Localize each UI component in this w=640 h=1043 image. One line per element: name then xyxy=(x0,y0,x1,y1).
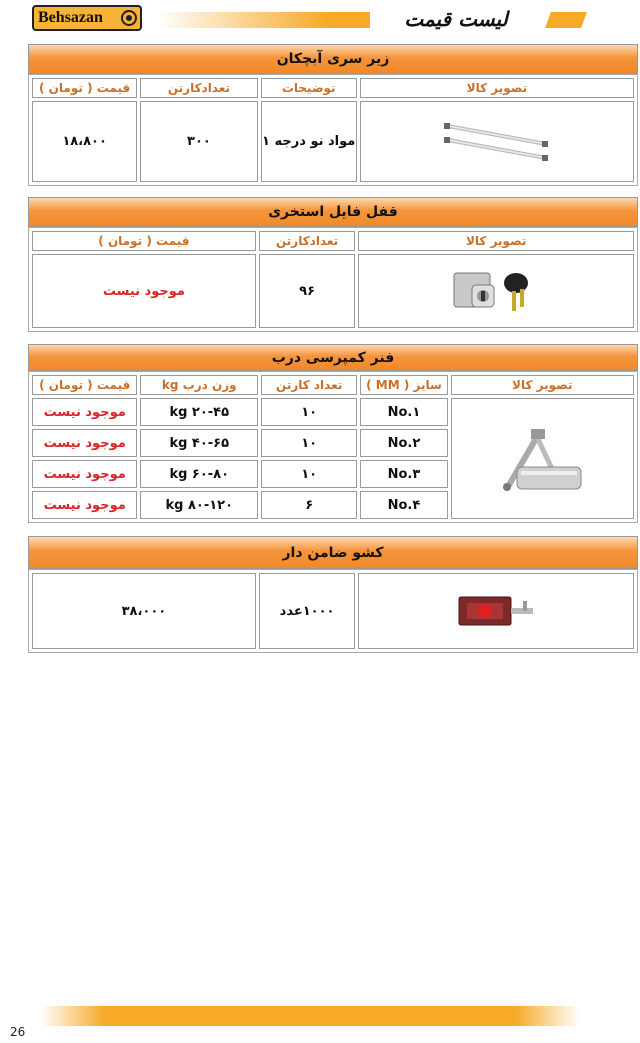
table-row xyxy=(32,101,634,182)
col-header-weight: وزن درب kg xyxy=(140,375,258,395)
product-image-cell xyxy=(451,398,634,519)
carton-count: ۱۰ xyxy=(261,429,357,457)
brand-logo xyxy=(32,5,142,31)
table-row xyxy=(32,398,634,426)
product-image-cell xyxy=(360,101,634,182)
logo-text: Behsazan xyxy=(38,9,103,26)
footer-stripe xyxy=(40,1006,580,1026)
drawer-lock-icon xyxy=(448,263,544,319)
table-header-row xyxy=(32,231,634,251)
price: ۱۸،۸۰۰ xyxy=(32,101,137,182)
col-header-carton: تعداد کارتن xyxy=(261,375,357,395)
col-header-carton: تعدادکارتن xyxy=(259,231,356,251)
col-header-price: قیمت ( تومان ) xyxy=(32,231,256,251)
product-table xyxy=(28,569,638,653)
section-latch-bolt xyxy=(28,536,638,653)
product-table xyxy=(28,74,638,186)
section-door-closer xyxy=(28,344,638,523)
col-header-image: تصویر کالا xyxy=(360,78,634,98)
section-file-lock xyxy=(28,197,638,332)
door-weight: ۸۰-۱۲۰ kg xyxy=(140,491,258,519)
col-header-image: تصویر کالا xyxy=(358,231,634,251)
section-title: زیر سری آبچکان xyxy=(28,44,638,74)
size: No.۲ xyxy=(360,429,447,457)
latch-bolt-icon xyxy=(453,591,539,631)
door-weight: ۶۰-۸۰ kg xyxy=(140,460,258,488)
sun-icon xyxy=(121,10,137,26)
section-drainer-rack xyxy=(28,44,638,186)
product-table xyxy=(28,371,638,523)
col-header-image: تصویر کالا xyxy=(451,375,634,395)
price: موجود نیست xyxy=(32,254,256,328)
carton-count: ۱۰ xyxy=(261,460,357,488)
door-closer-icon xyxy=(487,415,597,503)
product-desc: مواد نو درجه ۱ xyxy=(261,101,357,182)
col-header-size: سایز ( MM ) xyxy=(360,375,447,395)
price: موجود نیست xyxy=(32,398,137,426)
section-title: قفل فایل استخری xyxy=(28,197,638,227)
table-header-row xyxy=(32,78,634,98)
price: موجود نیست xyxy=(32,429,137,457)
carton-count: ۱۰۰۰عدد xyxy=(259,573,356,649)
size: No.۱ xyxy=(360,398,447,426)
table-row xyxy=(32,254,634,328)
col-header-price: قیمت ( تومان ) xyxy=(32,375,137,395)
door-weight: ۴۰-۶۵ kg xyxy=(140,429,258,457)
price: موجود نیست xyxy=(32,460,137,488)
section-title: فنر کمپرسی درب xyxy=(28,344,638,371)
col-header-desc: توضیحات xyxy=(261,78,357,98)
carton-count: ۶ xyxy=(261,491,357,519)
page-title: لیست قیمت xyxy=(404,7,508,31)
price: موجود نیست xyxy=(32,491,137,519)
page-number: 26 xyxy=(10,1025,26,1039)
header-stripe xyxy=(158,12,370,28)
section-title: کشو ضامن دار xyxy=(28,536,638,569)
table-header-row xyxy=(32,375,634,395)
carton-count: ۹۶ xyxy=(259,254,356,328)
carton-count: ۱۰ xyxy=(261,398,357,426)
header-stripe-right xyxy=(545,12,587,28)
col-header-price: قیمت ( تومان ) xyxy=(32,78,137,98)
hanger-bars-icon xyxy=(442,120,552,164)
price: ۳۸،۰۰۰ xyxy=(32,573,256,649)
size: No.۴ xyxy=(360,491,447,519)
product-image-cell xyxy=(358,573,634,649)
col-header-carton: تعدادکارتن xyxy=(140,78,257,98)
door-weight: ۲۰-۴۵ kg xyxy=(140,398,258,426)
size: No.۳ xyxy=(360,460,447,488)
product-table xyxy=(28,227,638,332)
product-image-cell xyxy=(358,254,634,328)
carton-count: ۳۰۰ xyxy=(140,101,257,182)
table-row xyxy=(32,573,634,649)
